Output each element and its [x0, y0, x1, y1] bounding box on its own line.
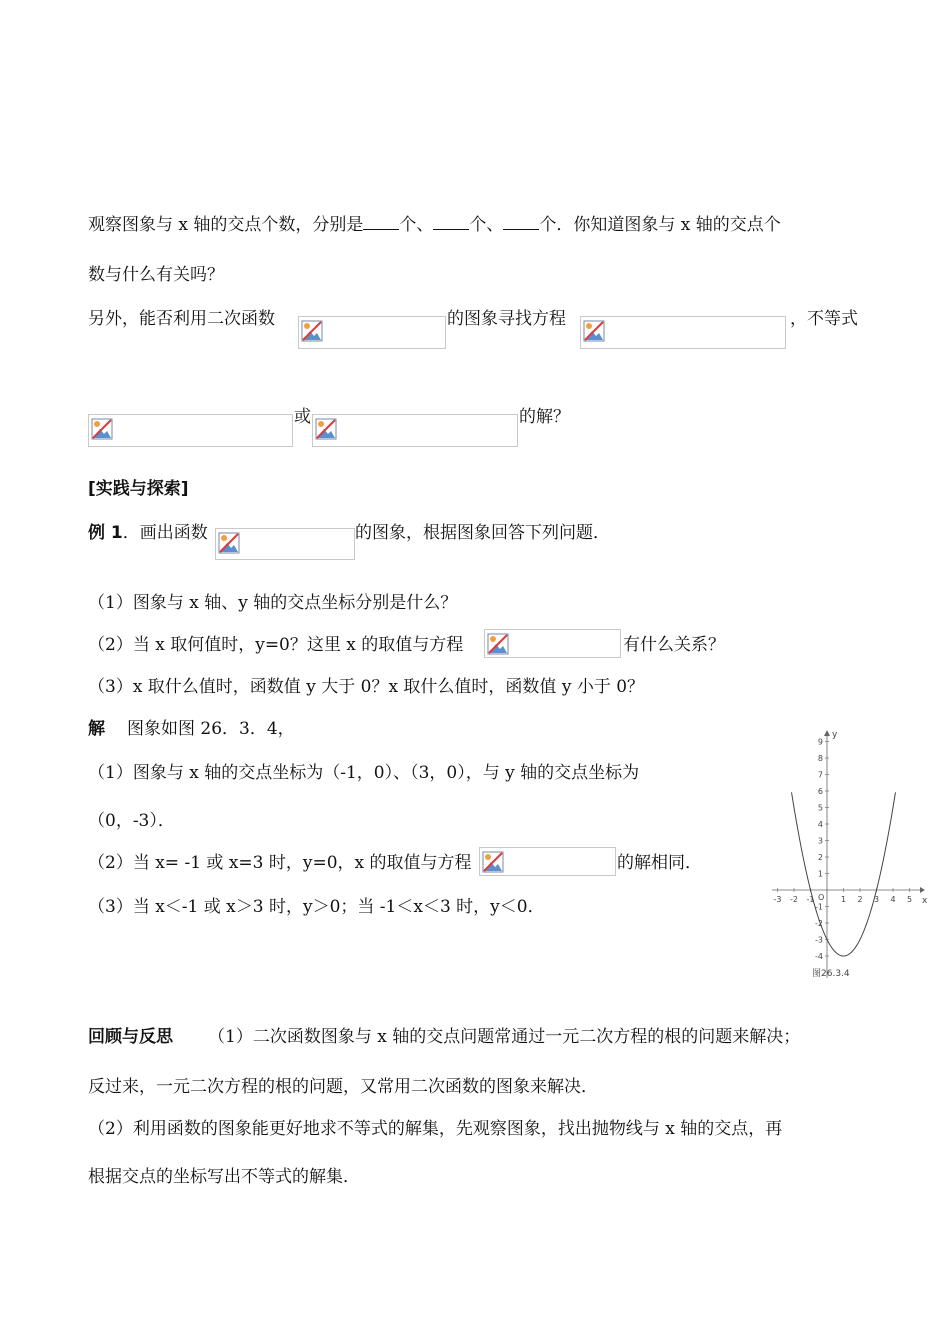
- review-p1a: （1）二次函数图象与 x 轴的交点问题常通过一元二次方程的根的问题来解决；: [208, 1027, 801, 1047]
- x-tick-label: -3: [773, 895, 782, 904]
- review-p2a: （2）利用函数的图象能更好地求不等式的解集，先观察图象，找出抛物线与 x 轴的交点，再: [88, 1119, 783, 1139]
- broken-image-icon: [91, 418, 113, 440]
- y-tick-label: 3: [817, 836, 823, 846]
- solution-label: 解: [88, 719, 105, 739]
- solution-intro: [88, 718, 295, 740]
- broken-image-icon: [301, 320, 323, 342]
- x-tick-label: -1: [806, 895, 815, 904]
- intro-text-3c: ，不等式: [790, 309, 858, 329]
- review-p2b: 根据交点的坐标写出不等式的解集．: [88, 1167, 360, 1187]
- intro-text-3a: 另外，能否利用二次函数: [88, 309, 275, 329]
- formula-image-example-function: [215, 528, 355, 560]
- formula-image-inequality-1: [88, 414, 293, 447]
- intro-text-3b: 的图象寻找方程: [447, 309, 566, 329]
- answer-2a: （2）当 x= -1 或 x=3 时，y=0，x 的取值与方程: [88, 853, 472, 873]
- intro-line-2: 数与什么有关吗？: [88, 265, 224, 285]
- review-title: 回顾与反思: [88, 1027, 173, 1047]
- x-tick-labels: [774, 888, 913, 904]
- answer-2b: 的解相同．: [617, 853, 702, 873]
- x-tick-label: 5: [906, 895, 913, 904]
- example-intro: [88, 522, 208, 544]
- section-title: [实践与探索]: [88, 479, 189, 499]
- question-2b: 有什么关系？: [623, 635, 725, 655]
- y-tick-label: 8: [817, 754, 823, 763]
- answer-blank-3[interactable]: [503, 215, 539, 230]
- y-tick-label: 1: [817, 869, 823, 879]
- answer-1: （1）图象与 x 轴的交点坐标为（-1，0）、（3，0），与 y 轴的交点坐标为: [88, 763, 640, 783]
- y-tick-label: 5: [817, 803, 823, 813]
- y-tick-label: 7: [817, 770, 823, 780]
- answer-3: （3）当 x＜-1 或 x＞3 时，y＞0；当 -1＜x＜3 时，y＜0．: [88, 897, 545, 917]
- broken-image-icon: [218, 532, 240, 554]
- x-axis-arrow: [920, 887, 925, 893]
- parabola-figure: [768, 728, 928, 984]
- question-3: （3）x 取什么值时，函数值 y 大于 0？x 取什么值时，函数值 y 小于 0？: [88, 677, 645, 697]
- example-intro-b: 的图象，根据图象回答下列问题．: [355, 523, 610, 543]
- y-tick-label: -1: [815, 902, 823, 912]
- intro-text-d: 个．你知道图象与 x 轴的交点个: [539, 215, 781, 235]
- answer-1-cont: （0，-3）．: [88, 811, 175, 831]
- broken-image-icon: [482, 851, 504, 873]
- y-tick-label: -4: [815, 952, 823, 961]
- parabola-curve: [792, 792, 896, 956]
- y-tick-label: 6: [817, 787, 823, 796]
- y-tick-label: -3: [815, 935, 823, 945]
- review-p1b: 反过来，一元二次方程的根的问题，又常用二次函数的图象来解决．: [88, 1077, 598, 1097]
- x-axis-label: x: [922, 896, 928, 906]
- intro-text-b: 个、: [399, 215, 434, 235]
- x-tick-label: 4: [890, 895, 896, 904]
- formula-image-quadratic-function: [298, 316, 446, 349]
- answer-blank-2[interactable]: [433, 215, 469, 230]
- x-tick-label: 2: [857, 895, 863, 904]
- intro-or: 或: [294, 407, 311, 427]
- intro-line-1: [88, 214, 781, 236]
- answer-blank-1[interactable]: [363, 215, 399, 230]
- intro-text-a: 观察图象与 x 轴的交点个数，分别是: [88, 215, 364, 235]
- intro-text-c: 个、: [469, 215, 504, 235]
- figure-caption: 图26.3.4: [812, 969, 850, 979]
- broken-image-icon: [315, 418, 337, 440]
- x-tick-label: 1: [840, 895, 847, 904]
- x-tick-label: -2: [790, 895, 798, 904]
- formula-image-equation: [580, 316, 786, 349]
- y-tick-label: 2: [817, 853, 823, 862]
- solution-intro-text: 图象如图 26．3．4，: [127, 719, 295, 739]
- y-tick-label: 4: [817, 820, 823, 829]
- broken-image-icon: [487, 633, 509, 655]
- origin-label: O: [818, 893, 825, 902]
- broken-image-icon: [583, 320, 605, 342]
- formula-image-q2-equation: [484, 629, 621, 658]
- y-axis-arrow: [824, 730, 830, 736]
- example-label: 例 1: [88, 523, 123, 543]
- y-tick-label: 9: [817, 737, 823, 747]
- y-tick-label: -2: [815, 919, 823, 928]
- question-2a: （2）当 x 取何值时，y=0？这里 x 的取值与方程: [88, 635, 464, 655]
- example-intro-a: ．画出函数: [122, 523, 208, 543]
- formula-image-a2-equation: [479, 847, 616, 876]
- intro-end: 的解？: [519, 407, 570, 427]
- formula-image-inequality-2: [312, 414, 518, 447]
- x-tick-label: 3: [873, 895, 880, 904]
- question-1: （1）图象与 x 轴、y 轴的交点坐标分别是什么？: [88, 593, 458, 613]
- y-axis-label: y: [832, 730, 838, 740]
